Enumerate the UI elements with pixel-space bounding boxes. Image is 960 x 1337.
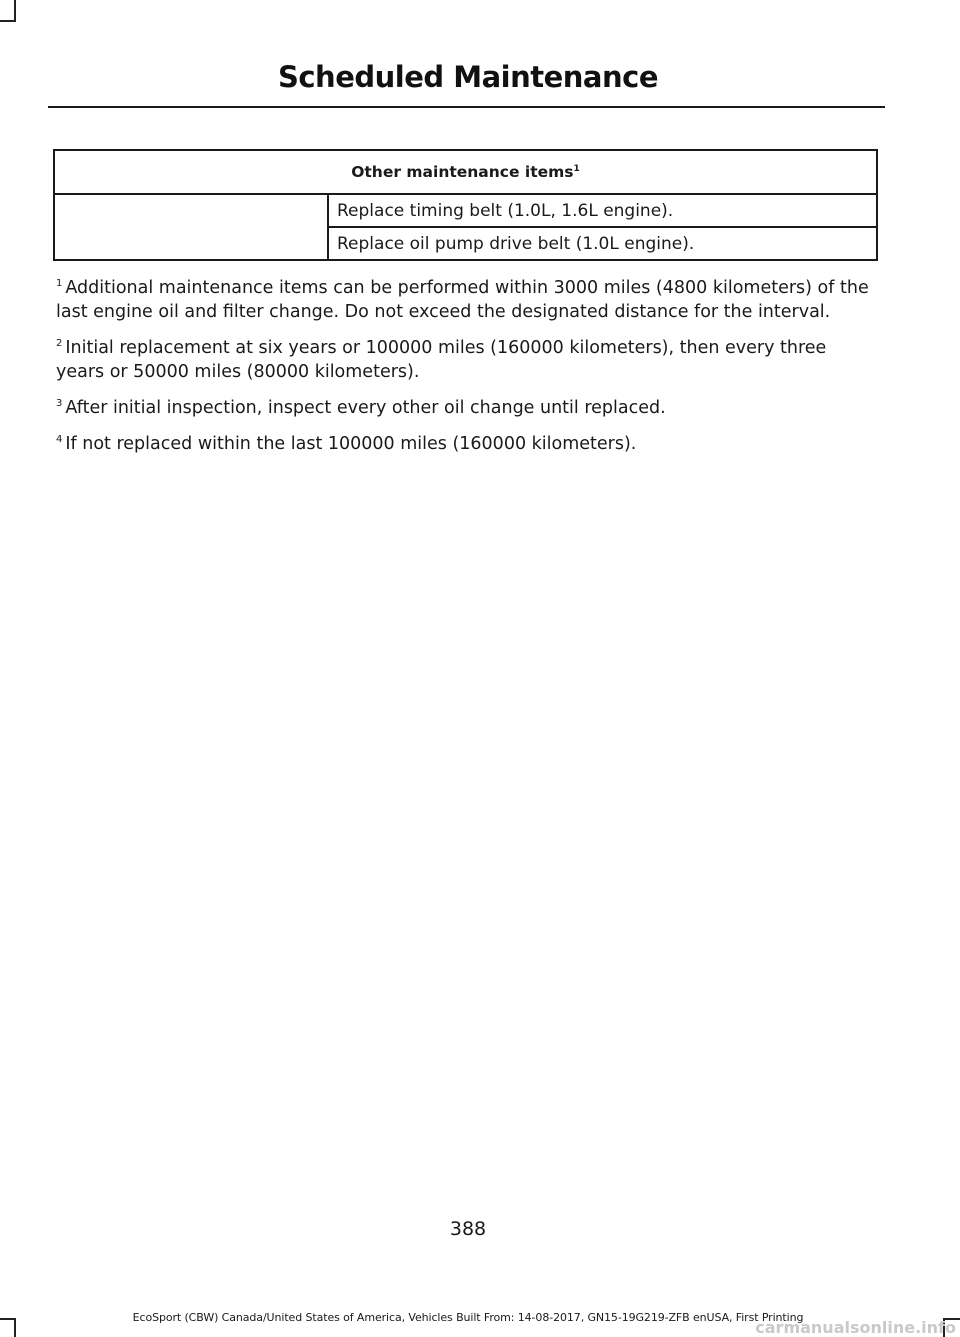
- footnote-text: Initial replacement at six years or 100000 miles (160000 kilometers), then every three years or 50000 miles (80000 kilometers).: [56, 338, 827, 382]
- footnote-text: If not replaced within the last 100000 miles (160000 kilometers).: [65, 434, 637, 454]
- footnote: [56, 272, 880, 324]
- footnote: [56, 428, 880, 456]
- page-title: Scheduled Maintenance: [277, 60, 659, 94]
- page-number: 388: [449, 1218, 487, 1240]
- footnote: [56, 332, 880, 384]
- table-heading-ref: 1: [573, 163, 580, 174]
- table-row: [54, 194, 877, 227]
- footnote-ref: 1: [56, 278, 63, 289]
- table-heading-text: Other maintenance items: [351, 163, 574, 181]
- maintenance-table: [53, 149, 878, 261]
- header-divider: [48, 106, 885, 108]
- maintenance-item: Replace timing belt (1.0L, 1.6L engine).: [328, 194, 877, 227]
- footnote-text: After initial inspection, inspect every other oil change until replaced.: [65, 398, 666, 418]
- footnote-text: Additional maintenance items can be performed within 3000 miles (4800 kilometers) of the last engine oil and filter change. Do not exceed the designated distance for the interval.: [56, 278, 869, 322]
- footnotes: [56, 272, 880, 464]
- footnote-ref: 4: [56, 434, 63, 445]
- table-header-row: [54, 150, 877, 194]
- footnote-ref: 2: [56, 338, 63, 349]
- watermark: carmanualsonline.info: [755, 1318, 956, 1337]
- maintenance-item: Replace oil pump drive belt (1.0L engine).: [328, 227, 877, 260]
- crop-mark: [14, 0, 16, 22]
- table-heading: [54, 150, 877, 194]
- footnote-ref: 3: [56, 398, 63, 409]
- footnote: [56, 392, 880, 420]
- footer-imprint: EcoSport (CBW) Canada/United States of America, Vehicles Built From: 14-08-2017, GN15-19G219-ZFB enUSA, First Printing: [132, 1311, 804, 1324]
- interval-cell: [54, 194, 328, 260]
- crop-mark: [0, 20, 16, 22]
